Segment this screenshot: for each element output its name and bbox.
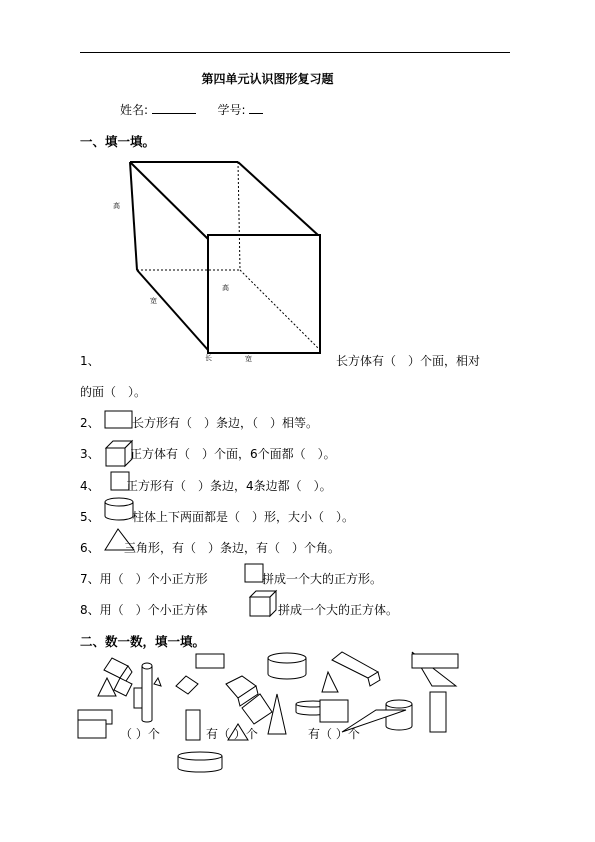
q7-text-b: 拼成一个大的正方形。: [262, 572, 383, 586]
q6-text: 三角形，有（ ）条边，有（ ）个角。: [124, 541, 341, 555]
rectangle-icon-3: [430, 692, 446, 732]
q7-num: 7、: [80, 572, 100, 586]
id-label: 学号:: [217, 103, 246, 117]
name-blank[interactable]: [152, 113, 196, 114]
section1-heading: 一、填一填。: [80, 134, 156, 149]
q8-text-a: 用（ ）个小正方体: [99, 603, 208, 617]
q1-text-2: 的面（ ）。: [80, 385, 147, 399]
cube-icon-1: [114, 678, 132, 696]
q4-num: 4、: [80, 479, 100, 493]
q2-num: 2、: [80, 416, 100, 430]
answer-3: 有（ ）个: [308, 727, 360, 741]
cylinder-icon-1: [142, 666, 152, 722]
q7-line: [80, 570, 208, 587]
q2-text: 长方形有（ ）条边，（ ）相等。: [132, 416, 319, 430]
label-height-2: 高: [222, 284, 229, 292]
cube-icon-2: [176, 676, 198, 694]
q8-num: 8、: [80, 603, 100, 617]
triangle-icon-3: [268, 694, 286, 734]
q1-text: 长方体有（ ）个面，相对: [336, 354, 481, 368]
answer-2: 有（ ）个: [206, 727, 258, 741]
q7-text-a: 用（ ）个小正方形: [99, 572, 208, 586]
triangle-icon-2: [154, 678, 161, 686]
id-blank[interactable]: [249, 113, 263, 114]
label-width: 宽: [150, 297, 157, 305]
triangle-icon-4: [322, 672, 338, 692]
small-cube-icon: [249, 590, 279, 618]
cuboid-icon-4: [332, 652, 378, 678]
q5-num: 5、: [80, 510, 100, 524]
q1-num: 1、: [80, 354, 100, 368]
q8-line: [80, 601, 208, 618]
triangle-icon-1: [98, 678, 116, 696]
shapes-collage: [76, 648, 466, 776]
page-title: 第四单元认识图形复习题: [201, 72, 334, 86]
student-info: [120, 101, 263, 118]
section2-heading: 二、数一数，填一填。: [80, 634, 206, 649]
label-length: 长: [205, 354, 212, 362]
rectangle-icon-1: [196, 654, 224, 668]
answer-1: （ ）个: [120, 727, 160, 741]
name-label: 姓名:: [120, 103, 149, 117]
q5-text: 柱体上下两面都是（ ）形，大小（ ）。: [132, 510, 355, 524]
cuboid-icon-5: [320, 700, 348, 722]
q6-num: 6、: [80, 541, 100, 555]
rectangle-icon-5: [78, 720, 106, 738]
label-width-2: 宽: [245, 355, 252, 363]
label-height: 高: [113, 202, 120, 210]
rectangle-icon: [104, 410, 134, 430]
q3-num: 3、: [80, 447, 100, 461]
q3-text: 正方体有（ ）个面，6个面都（ ）。: [130, 447, 336, 461]
q8-text-b: 拼成一个大的正方体。: [278, 603, 399, 617]
rectangle-icon-2: [412, 654, 458, 668]
cuboid-icon-6: [186, 710, 200, 740]
top-rule: [80, 52, 510, 53]
q4-text: 正方形有（ ）条边，4条边都（ ）。: [126, 479, 332, 493]
cuboid-diagram: [110, 150, 340, 365]
